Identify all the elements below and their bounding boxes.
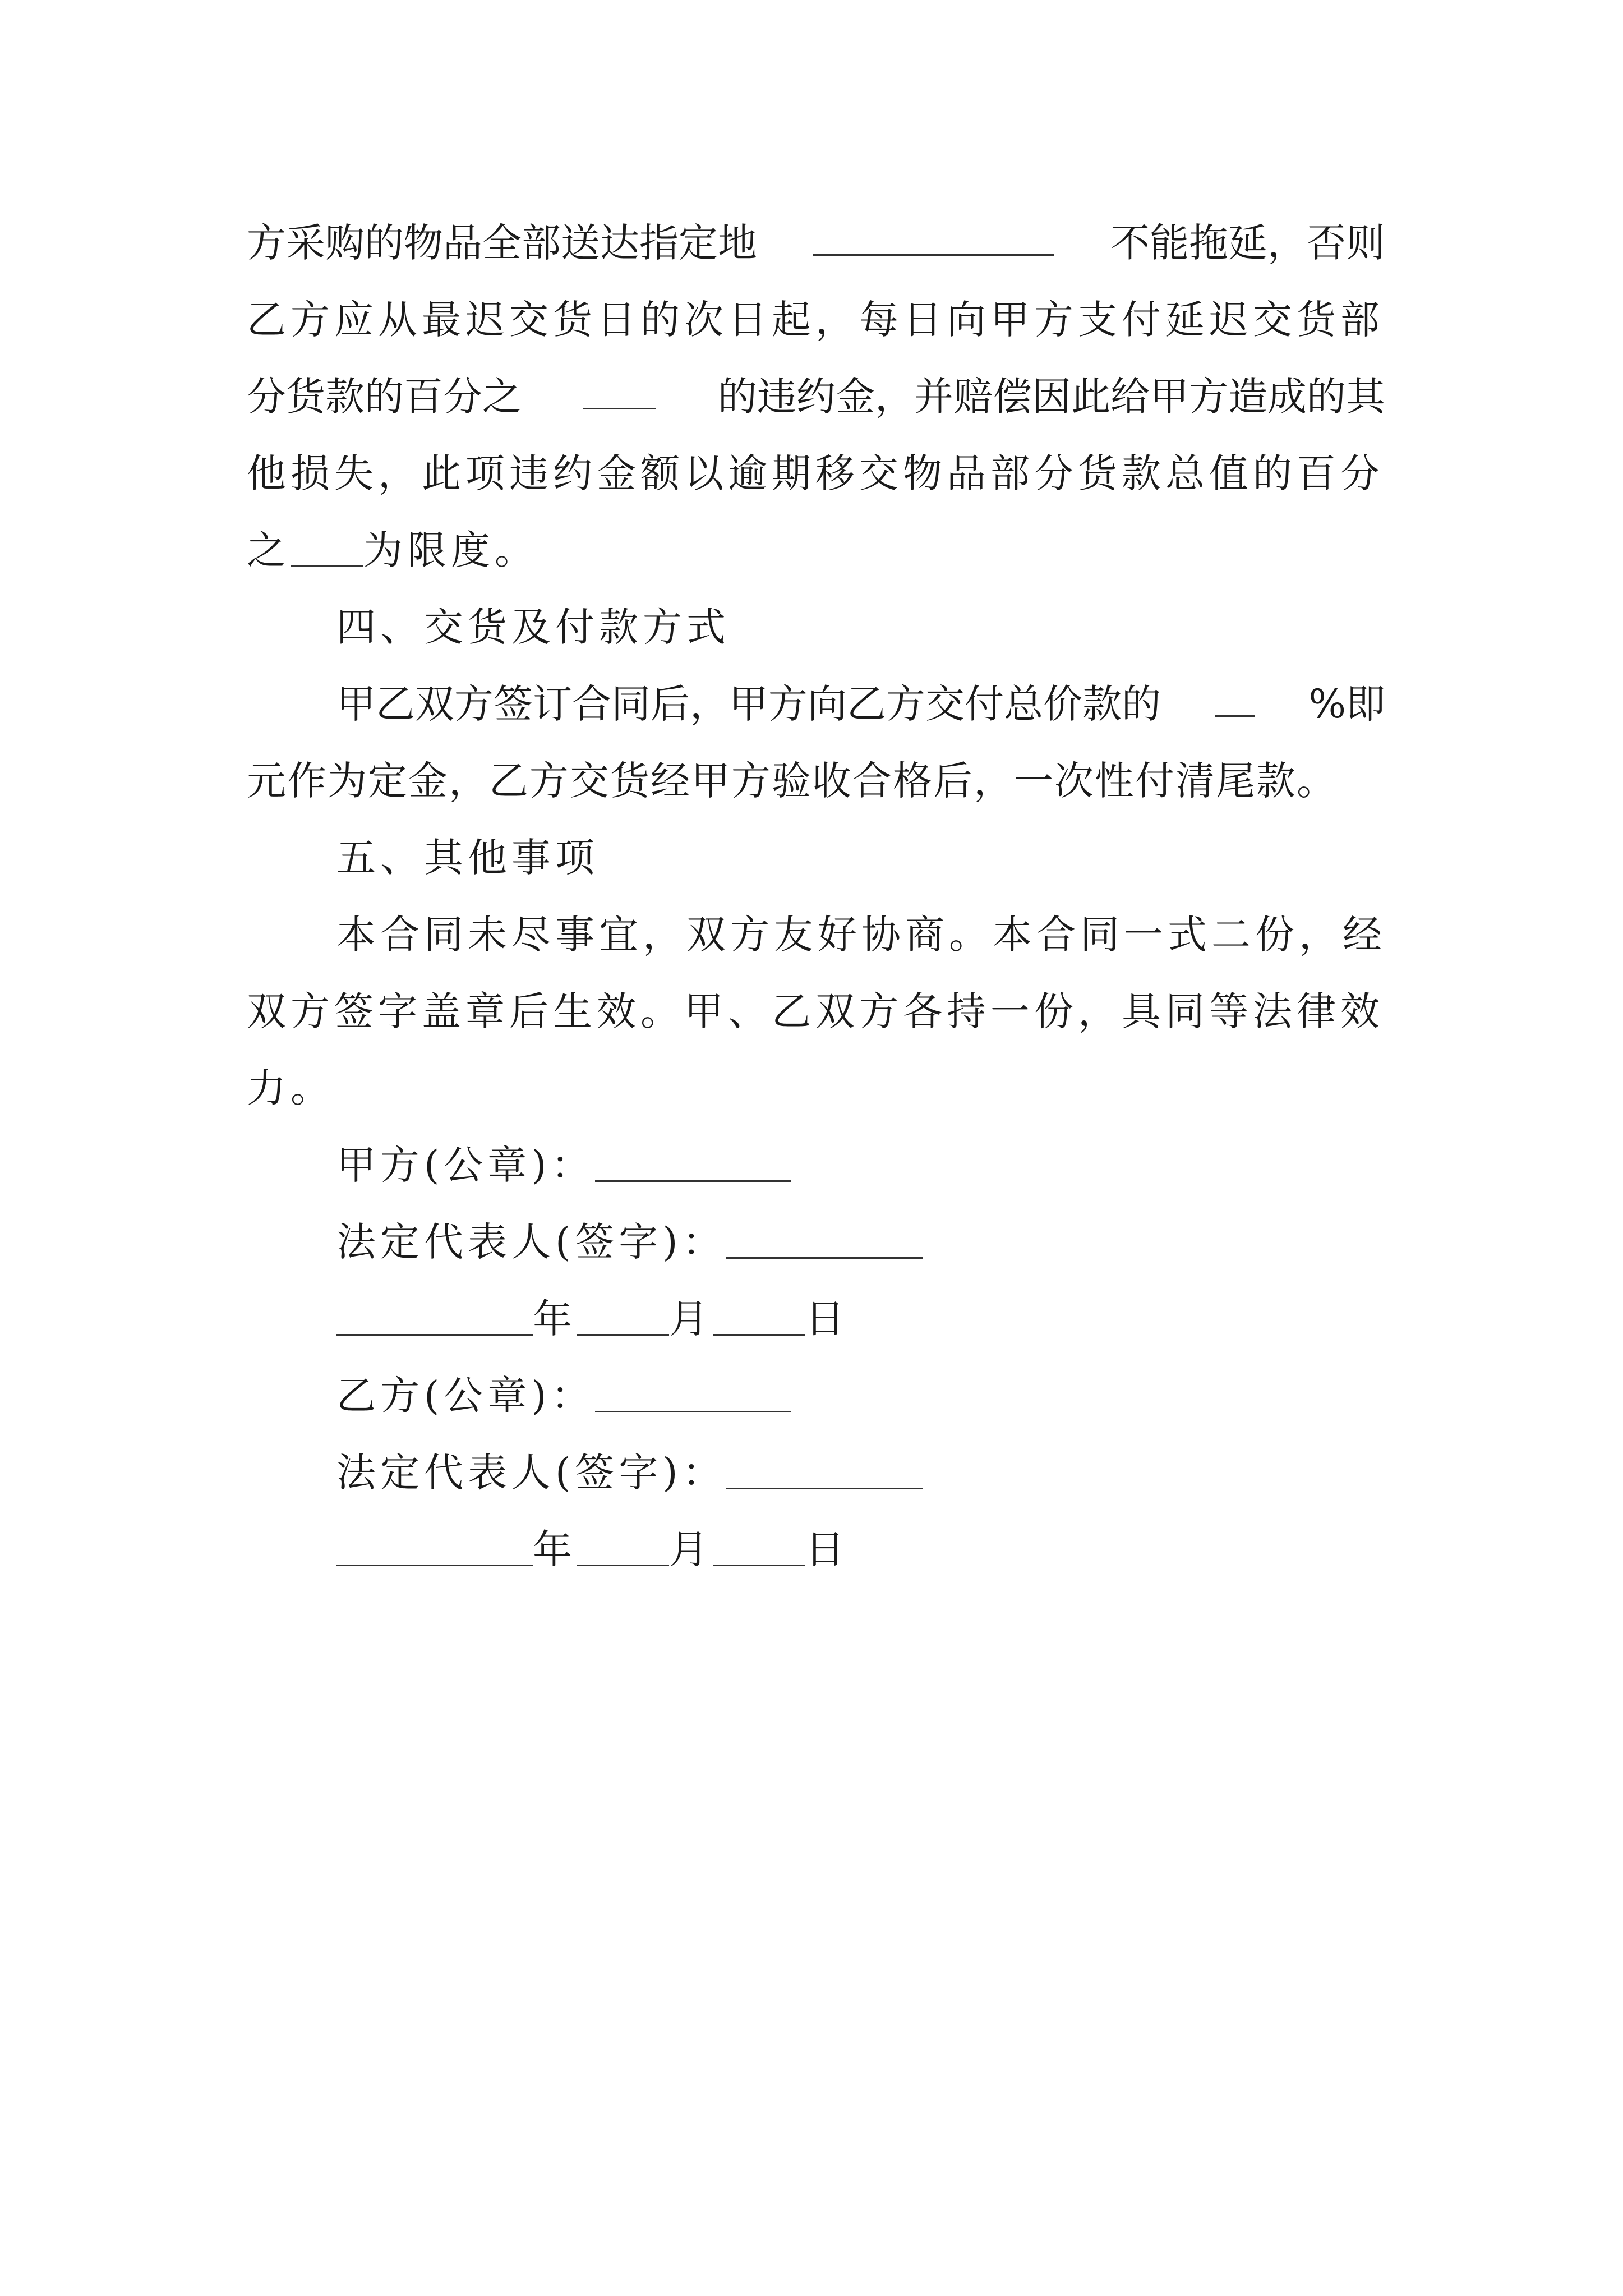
section-4-heading: 四、交货及付款方式 — [336, 604, 730, 650]
section-5-line-1: 本合同未尽事宜，双方友好协商。本合同一式二份，经 — [336, 912, 1386, 958]
party-b-rep-blank — [726, 1448, 923, 1489]
party-a-date-row — [336, 1291, 1385, 1347]
party-a-day-blank — [713, 1295, 805, 1336]
party-b-seal-row — [336, 1368, 1385, 1424]
party-b-rep-row — [336, 1444, 1385, 1501]
party-b-date-row — [336, 1521, 1385, 1577]
party-a-year-label: 年 — [533, 1296, 577, 1342]
party-a-seal-blank — [595, 1141, 791, 1182]
deposit-percent-blank — [1215, 676, 1255, 717]
daily-penalty-percent-blank — [583, 369, 656, 409]
party-a-rep-row — [336, 1214, 1385, 1270]
delivery-line1-end: 不能拖延，否则 — [1110, 220, 1385, 266]
penalty-cap-percent-blank — [291, 526, 363, 567]
delivery-paragraph-line-1 — [247, 215, 1385, 271]
party-b-month-label: 月 — [669, 1526, 713, 1572]
party-a-month-label: 月 — [669, 1296, 713, 1342]
delivery-paragraph-line-2 — [247, 292, 1385, 348]
party-a-day-label: 日 — [805, 1296, 849, 1342]
party-a-rep-label: 法定代表人(签字)： — [336, 1219, 726, 1265]
section-4-line-2: 元作为定金，乙方交货经甲方验收合格后，一次性付清尾款。 — [247, 758, 1337, 804]
party-a-month-blank — [577, 1295, 669, 1336]
delivery-line1-start: 方采购的物品全部送达指定地 — [247, 220, 757, 266]
delivery-paragraph-line-3 — [247, 369, 1385, 425]
delivery-paragraph-line-5 — [247, 522, 1385, 578]
party-b-seal-label: 乙方(公章)： — [336, 1373, 595, 1419]
party-b-seal-blank — [595, 1372, 791, 1412]
party-b-day-label: 日 — [805, 1526, 849, 1572]
party-b-day-blank — [713, 1525, 805, 1566]
delivery-line3-end: 的违约金，并赔偿因此给甲方造成的其 — [718, 374, 1385, 420]
delivery-line5-end: 为限度。 — [363, 527, 538, 573]
party-b-year-blank — [336, 1525, 533, 1566]
delivery-location-blank — [813, 215, 1054, 256]
party-b-rep-label: 法定代表人(签字)： — [336, 1450, 726, 1496]
party-a-seal-label: 甲方(公章)： — [336, 1142, 595, 1188]
section-5-heading: 五、其他事项 — [336, 835, 599, 881]
section4-line1-start: 甲乙双方签订合同后，甲方向乙方交付总价款的 — [336, 681, 1161, 727]
party-b-month-blank — [577, 1525, 669, 1566]
party-a-rep-blank — [726, 1218, 923, 1259]
party-a-year-blank — [336, 1295, 533, 1336]
section-5-line-2: 双方签字盖章后生效。甲、乙双方各持一份，具同等法律效 — [247, 988, 1384, 1034]
delivery-line3-start: 分货款的百分之 — [247, 374, 522, 420]
delivery-line4: 他损失，此项违约金额以逾期移交物品部分货款总值的百分 — [247, 450, 1384, 496]
delivery-line5-start: 之 — [247, 527, 291, 573]
section-5-line-3: 力。 — [247, 1065, 334, 1111]
section-4-line-1 — [336, 676, 1385, 732]
delivery-line2: 乙方应从最迟交货日的次日起，每日向甲方支付延迟交货部 — [247, 297, 1384, 343]
delivery-paragraph-line-4 — [247, 445, 1385, 501]
party-a-seal-row — [336, 1137, 1385, 1193]
party-b-year-label: 年 — [533, 1526, 577, 1572]
section4-line1-end: %即 — [1308, 681, 1385, 727]
